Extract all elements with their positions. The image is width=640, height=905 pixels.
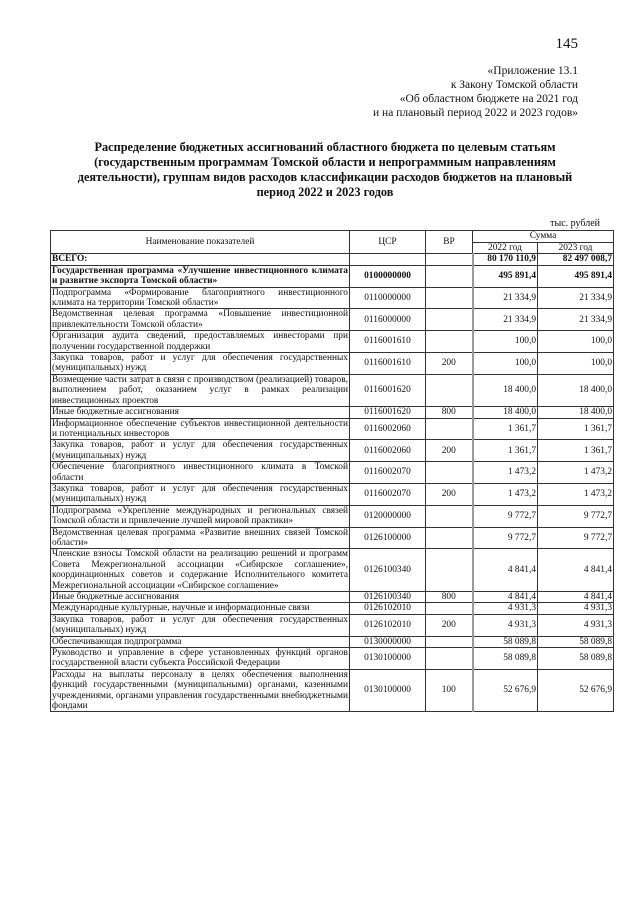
row-vr [426,636,473,647]
row-2022: 495 891,4 [473,265,538,287]
row-name: Подпрограмма «Укрепление международных и региональных связей Томской области и привлечение лучшей мировой практики» [52,505,348,527]
row-name: Ведомственная целевая программа «Повышение инвестиционной привлекательности Томской области» [52,309,348,330]
row-name: Расходы на выплаты персоналу в целях обеспечения выполнения функций государственными (муниципальными) органами, казенными учреждениями, органами управления государственными внебюджетными фондами [52,669,348,712]
row-name: Членские взносы Томской области на реализацию решений и программ Совета Межрегиональной ассоциации «Сибирское соглашение», координационных советов и содержание Исполнительного комитета Межрегиональной ассоциации «Сибирское соглашение» [52,549,348,591]
table-row [51,592,614,603]
row-csr: 0116002070 [350,462,426,484]
row-vr [426,505,473,527]
row-2023: 1 361,7 [538,440,614,462]
row-2023: 9 772,7 [538,527,614,549]
appendix-line: «Об областном бюджете на 2021 год [399,93,578,105]
header-name: Наименование показателей [51,231,350,254]
row-csr: 0126100340 [350,549,426,592]
row-2023: 18 400,0 [538,407,614,418]
row-2022: 100,0 [473,353,538,375]
row-2023: 21 334,9 [538,287,614,309]
row-name: Обеспечивающая подпрограмма [51,636,350,647]
row-2023: 58 089,8 [538,636,614,647]
row-2023: 4 841,4 [538,549,614,592]
table-row [51,648,614,670]
table-row [51,549,614,592]
row-2022: 21 334,9 [473,309,538,331]
row-vr [426,374,473,406]
row-name: Информационное обеспечение субъектов инвестиционной деятельности и потенциальных инвесторов [52,418,348,439]
row-csr: 0126100340 [350,592,426,603]
row-csr: 0116001620 [350,407,426,418]
table-row [51,505,614,527]
page-number: 145 [555,36,578,52]
table-row [51,331,614,353]
row-2022: 1 473,2 [473,483,538,505]
row-2023: 21 334,9 [538,309,614,331]
row-name: Закупка товаров, работ и услуг для обеспечения государственных (муниципальных) нужд [52,353,348,374]
row-2023: 1 473,2 [538,483,614,505]
row-vr [426,309,473,331]
row-vr [426,287,473,309]
appendix-line: и на плановый период 2022 и 2023 годов» [373,107,578,119]
table-row [51,614,614,636]
row-vr: 200 [426,353,473,375]
header-2023: 2023 год [538,243,614,254]
row-2022: 18 400,0 [473,407,538,418]
row-name: Ведомственная целевая программа «Развитие внешних связей Томской области» [52,527,348,548]
row-vr: 200 [426,614,473,636]
table-row [51,287,614,309]
row-csr: 0130000000 [350,636,426,647]
row-vr [426,549,473,592]
appendix-note [373,64,578,120]
row-csr: 0116002060 [350,440,426,462]
table-row [51,374,614,406]
row-2022: 4 841,4 [473,592,538,603]
row-2022: 1 473,2 [473,462,538,484]
row-name: Возмещение части затрат в связи с производством (реализацией) товаров, выполнением работ, оказанием услуг в рамках реализации инвестиционных проектов [52,374,348,406]
row-vr [426,265,473,287]
row-name: Закупка товаров, работ и услуг для обеспечения государственных (муниципальных) нужд [52,614,348,636]
row-name: Международные культурные, научные и информационные связи [51,603,350,614]
row-2023: 1 473,2 [538,462,614,484]
row-2022: 9 772,7 [473,505,538,527]
row-2023: 4 841,4 [538,592,614,603]
row-2022: 4 931,3 [473,603,538,614]
table-row [51,669,614,712]
row-vr: 200 [426,440,473,462]
appendix-line: «Приложение 13.1 [487,65,578,77]
row-2022: 80 170 110,9 [473,254,538,265]
row-vr [426,648,473,670]
row-2022: 58 089,8 [473,648,538,670]
row-2022: 100,0 [473,331,538,353]
header-vr: ВР [426,231,473,254]
row-vr: 800 [426,592,473,603]
row-vr: 100 [426,669,473,712]
appendix-line: к Закону Томской области [450,79,578,91]
row-2023: 4 931,3 [538,614,614,636]
row-csr: 0116000000 [350,309,426,331]
row-name: Иные бюджетные ассигнования [51,407,350,418]
header-sum: Сумма [473,231,614,243]
row-2023: 495 891,4 [538,265,614,287]
row-vr [426,331,473,353]
row-csr: 0110000000 [350,287,426,309]
row-2022: 58 089,8 [473,636,538,647]
row-name: ВСЕГО: [51,254,350,265]
row-2022: 21 334,9 [473,287,538,309]
row-csr: 0126102010 [350,603,426,614]
table-row [51,309,614,331]
row-2022: 52 676,9 [473,669,538,712]
row-2023: 4 931,3 [538,603,614,614]
row-2023: 100,0 [538,331,614,353]
row-csr: 0130100000 [350,669,426,712]
row-csr: 0116001620 [350,374,426,406]
row-vr [426,603,473,614]
table-row [51,353,614,375]
row-2022: 18 400,0 [473,374,538,406]
row-vr [426,418,473,440]
row-name: Организация аудита сведений, предоставляемых инвесторами при получении государственной поддержки [52,331,348,352]
row-2023: 58 089,8 [538,648,614,670]
table-row [51,483,614,505]
row-name: Иные бюджетные ассигнования [51,592,350,603]
row-csr: 0130100000 [350,648,426,670]
row-2023: 1 361,7 [538,418,614,440]
header-csr: ЦСР [350,231,426,254]
row-vr [426,462,473,484]
row-csr: 0100000000 [350,265,426,287]
table-row [51,265,614,287]
row-2022: 4 931,3 [473,614,538,636]
table-row [51,440,614,462]
row-vr [426,254,473,265]
row-2023: 52 676,9 [538,669,614,712]
row-csr: 0126102010 [350,614,426,636]
table-row [51,418,614,440]
row-2023: 9 772,7 [538,505,614,527]
row-name: Обеспечение благоприятного инвестиционного климата в Томской области [52,462,348,483]
row-2022: 1 361,7 [473,440,538,462]
table-row [51,636,614,647]
document-title: Распределение бюджетных ассигнований областного бюджета по целевым статьям (государственным программам Томской области и непрограммным направлениям деятельности), группам видов расходов классификации расходов бюджетов на плановый период 2022 и 2023 годов [77,140,573,199]
table-row [51,407,614,418]
row-name: Государственная программа «Улучшение инвестиционного климата и развитие экспорта Томской области» [52,265,348,287]
row-csr: 0116002070 [350,483,426,505]
row-2022: 9 772,7 [473,527,538,549]
row-vr: 800 [426,407,473,418]
row-name: Подпрограмма «Формирование благоприятного инвестиционного климата на территории Томской области» [52,287,348,309]
row-2022: 1 361,7 [473,418,538,440]
row-csr: 0116002060 [350,418,426,440]
table-row [51,603,614,614]
row-vr: 200 [426,483,473,505]
row-name: Закупка товаров, работ и услуг для обеспечения государственных (муниципальных) нужд [52,483,348,505]
table-row [51,462,614,484]
row-2023: 82 497 008,7 [538,254,614,265]
units-label: тыс. рублей [550,218,600,229]
table-row [51,527,614,549]
row-2022: 4 841,4 [473,549,538,592]
row-name: Закупка товаров, работ и услуг для обеспечения государственных (муниципальных) нужд [52,440,348,461]
row-name: Руководство и управление в сфере установленных функций органов государственной власти субъекта Российской Федерации [52,648,348,669]
header-2022: 2022 год [473,243,538,254]
row-csr: 0116001610 [350,331,426,353]
row-2023: 18 400,0 [538,374,614,406]
row-csr: 0126100000 [350,527,426,549]
row-vr [426,527,473,549]
table-row [51,254,614,265]
row-csr [350,254,426,265]
row-csr: 0120000000 [350,505,426,527]
row-2023: 100,0 [538,353,614,375]
budget-table [50,230,614,712]
row-csr: 0116001610 [350,353,426,375]
